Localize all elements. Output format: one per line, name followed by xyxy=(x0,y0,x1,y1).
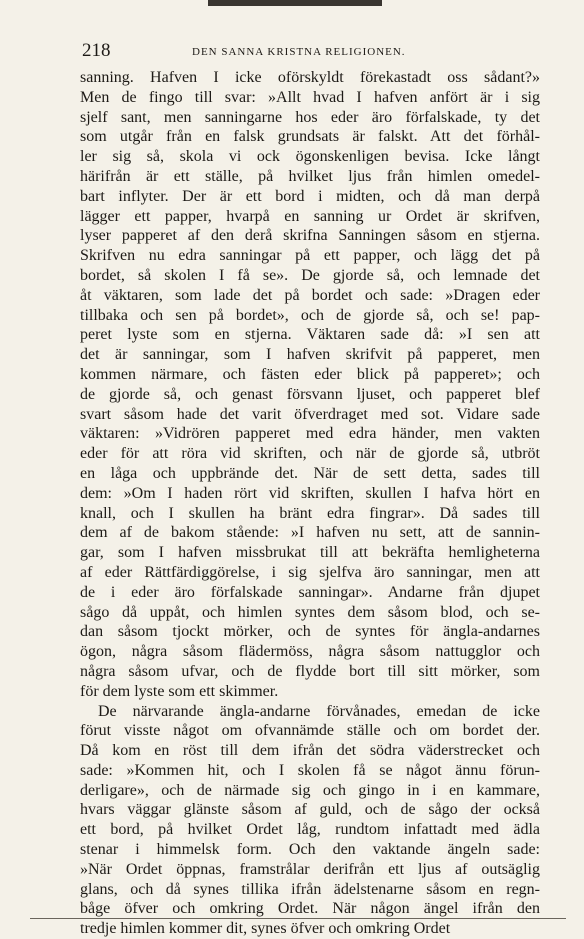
text-line: dem: »Om I haden rört vid skriften, skullen I hafva hört en xyxy=(80,484,540,502)
text-line: eder för att röra vid skriften, och när de gjorde så, utbröt xyxy=(80,445,540,463)
text-line: bart inflyter. Der är ett bord i midten, och då man derpå xyxy=(80,187,540,205)
text-line: båge öfver och omkring Ordet. När någon ängel ifrån den xyxy=(80,900,540,918)
text-line: väktaren: »Vidrören papperet med edra händer, men vakten xyxy=(80,425,540,443)
text-line: för dem lyste som ett skimmer. xyxy=(80,682,279,700)
bottom-edge-line xyxy=(30,918,566,919)
text-line: »När Ordet öppnas, framstrålar derifrån ett ljus af outsäglig xyxy=(80,860,540,878)
text-line: Men de fingo till svar: »Allt hvad I hafven anfört är i sig xyxy=(80,88,540,106)
page-number: 218 xyxy=(82,40,111,61)
text-line: åt väktaren, som lade det på bordet och sade: »Dragen eder xyxy=(80,286,540,304)
text-line: några såsom ufvar, och de flydde bort till sitt mörker, som xyxy=(80,662,540,680)
text-line: en låga och uppbrände det. När de sett detta, sades till xyxy=(80,464,540,482)
text-line: de gjorde så, och genast försvann ljuset, och papperet blef xyxy=(80,385,540,403)
text-line: Då kom en röst till dem ifrån det södra väderstrecket och xyxy=(80,742,540,760)
text-line: af eder Rättfärdiggörelse, i sig sjelfva äro sanningar, men att xyxy=(80,563,540,581)
text-line: derligare», och de närmade sig och gingo in i en kammare, xyxy=(80,781,540,799)
running-title: DEN SANNA KRISTNA RELIGIONEN. xyxy=(192,46,406,58)
text-line: härifrån är ett ställe, på hvilket ljus från himlen omedel- xyxy=(80,167,540,185)
text-line: lägger ett papper, hvarpå en sanning ur Ordet är skrifven, xyxy=(80,207,540,225)
text-line: tredje himlen kommer dit, synes öfver och omkring Ordet xyxy=(80,920,451,938)
text-line: som utgår från en falsk grundsats är falskt. Att det förhål- xyxy=(80,128,540,146)
text-line: knall, och I skullen ha bränt edra fingrar». Då sades till xyxy=(80,504,540,522)
page-header xyxy=(82,40,542,64)
text-line: svart såsom hade det varit öfverdraget med sot. Vidare sade xyxy=(80,405,540,423)
text-line: de i eder äro förfalskade sanningar». Andarne från djupet xyxy=(80,583,540,601)
text-line: kommen närmare, och fästen eder blick på papperet»; och xyxy=(80,365,540,383)
text-line: tillbaka och sen på bordet», och de gjorde så, och se! pap- xyxy=(80,306,540,324)
body-text xyxy=(80,68,540,939)
text-line: bordet, så skolen I få se». De gjorde så, och lemnade det xyxy=(80,266,540,284)
text-line: ögon, några såsom flädermöss, några såsom nattugglor och xyxy=(80,643,540,661)
text-line: det är sanningar, som I hafven skrifvit på papperet, men xyxy=(80,346,540,364)
text-line: glans, och då synes tillika ifrån ädelstenarne såsom en regn- xyxy=(80,880,540,898)
text-line: stenar i himmelsk form. Och den vaktande ängeln sade: xyxy=(80,841,540,859)
text-line: hvars väggar glänste såsom af guld, och de sågo der också xyxy=(80,801,540,819)
text-line: peret lyste som en stjerna. Väktaren sade då: »I sen att xyxy=(80,326,540,344)
text-line: sjelf sant, men sanningarne hos eder äro förfalskade, ty det xyxy=(80,108,540,126)
text-line: lyser papperet af den derå skrifna Sanningen såsom en stjerna. xyxy=(80,227,540,245)
text-line: sanning. Hafven I icke oförskyldt förekastadt oss sådant?» xyxy=(80,69,540,86)
text-line: ler sig så, skola vi ock ögonskenligen bevisa. Icke långt xyxy=(80,148,540,166)
text-line: förut visste något om ofvannämde ställe och om bordet der. xyxy=(80,722,540,740)
text-line: sågo då uppåt, och himlen syntes dem såsom blod, och se- xyxy=(80,603,540,621)
text-line: Skrifven nu edra sanningar på ett papper, och lägg det på xyxy=(80,247,540,265)
top-edge-shadow xyxy=(208,0,382,6)
text-line: gar, som I hafven missbrukat till att bekräfta hemligheterna xyxy=(80,544,540,562)
text-line: dem af de bakom stående: »I hafven nu sett, att de sannin- xyxy=(80,524,540,542)
text-line: dan såsom tjockt mörker, och de syntes för ängla-andarnes xyxy=(80,623,540,641)
text-line: De närvarande ängla-andarne förvånades, emedan de icke xyxy=(98,702,540,720)
text-line: ett bord, på hvilket Ordet låg, rundtom infattadt med ädla xyxy=(80,821,540,839)
text-line: sade: »Kommen hit, och I skolen få se något ännu förun- xyxy=(80,761,540,779)
